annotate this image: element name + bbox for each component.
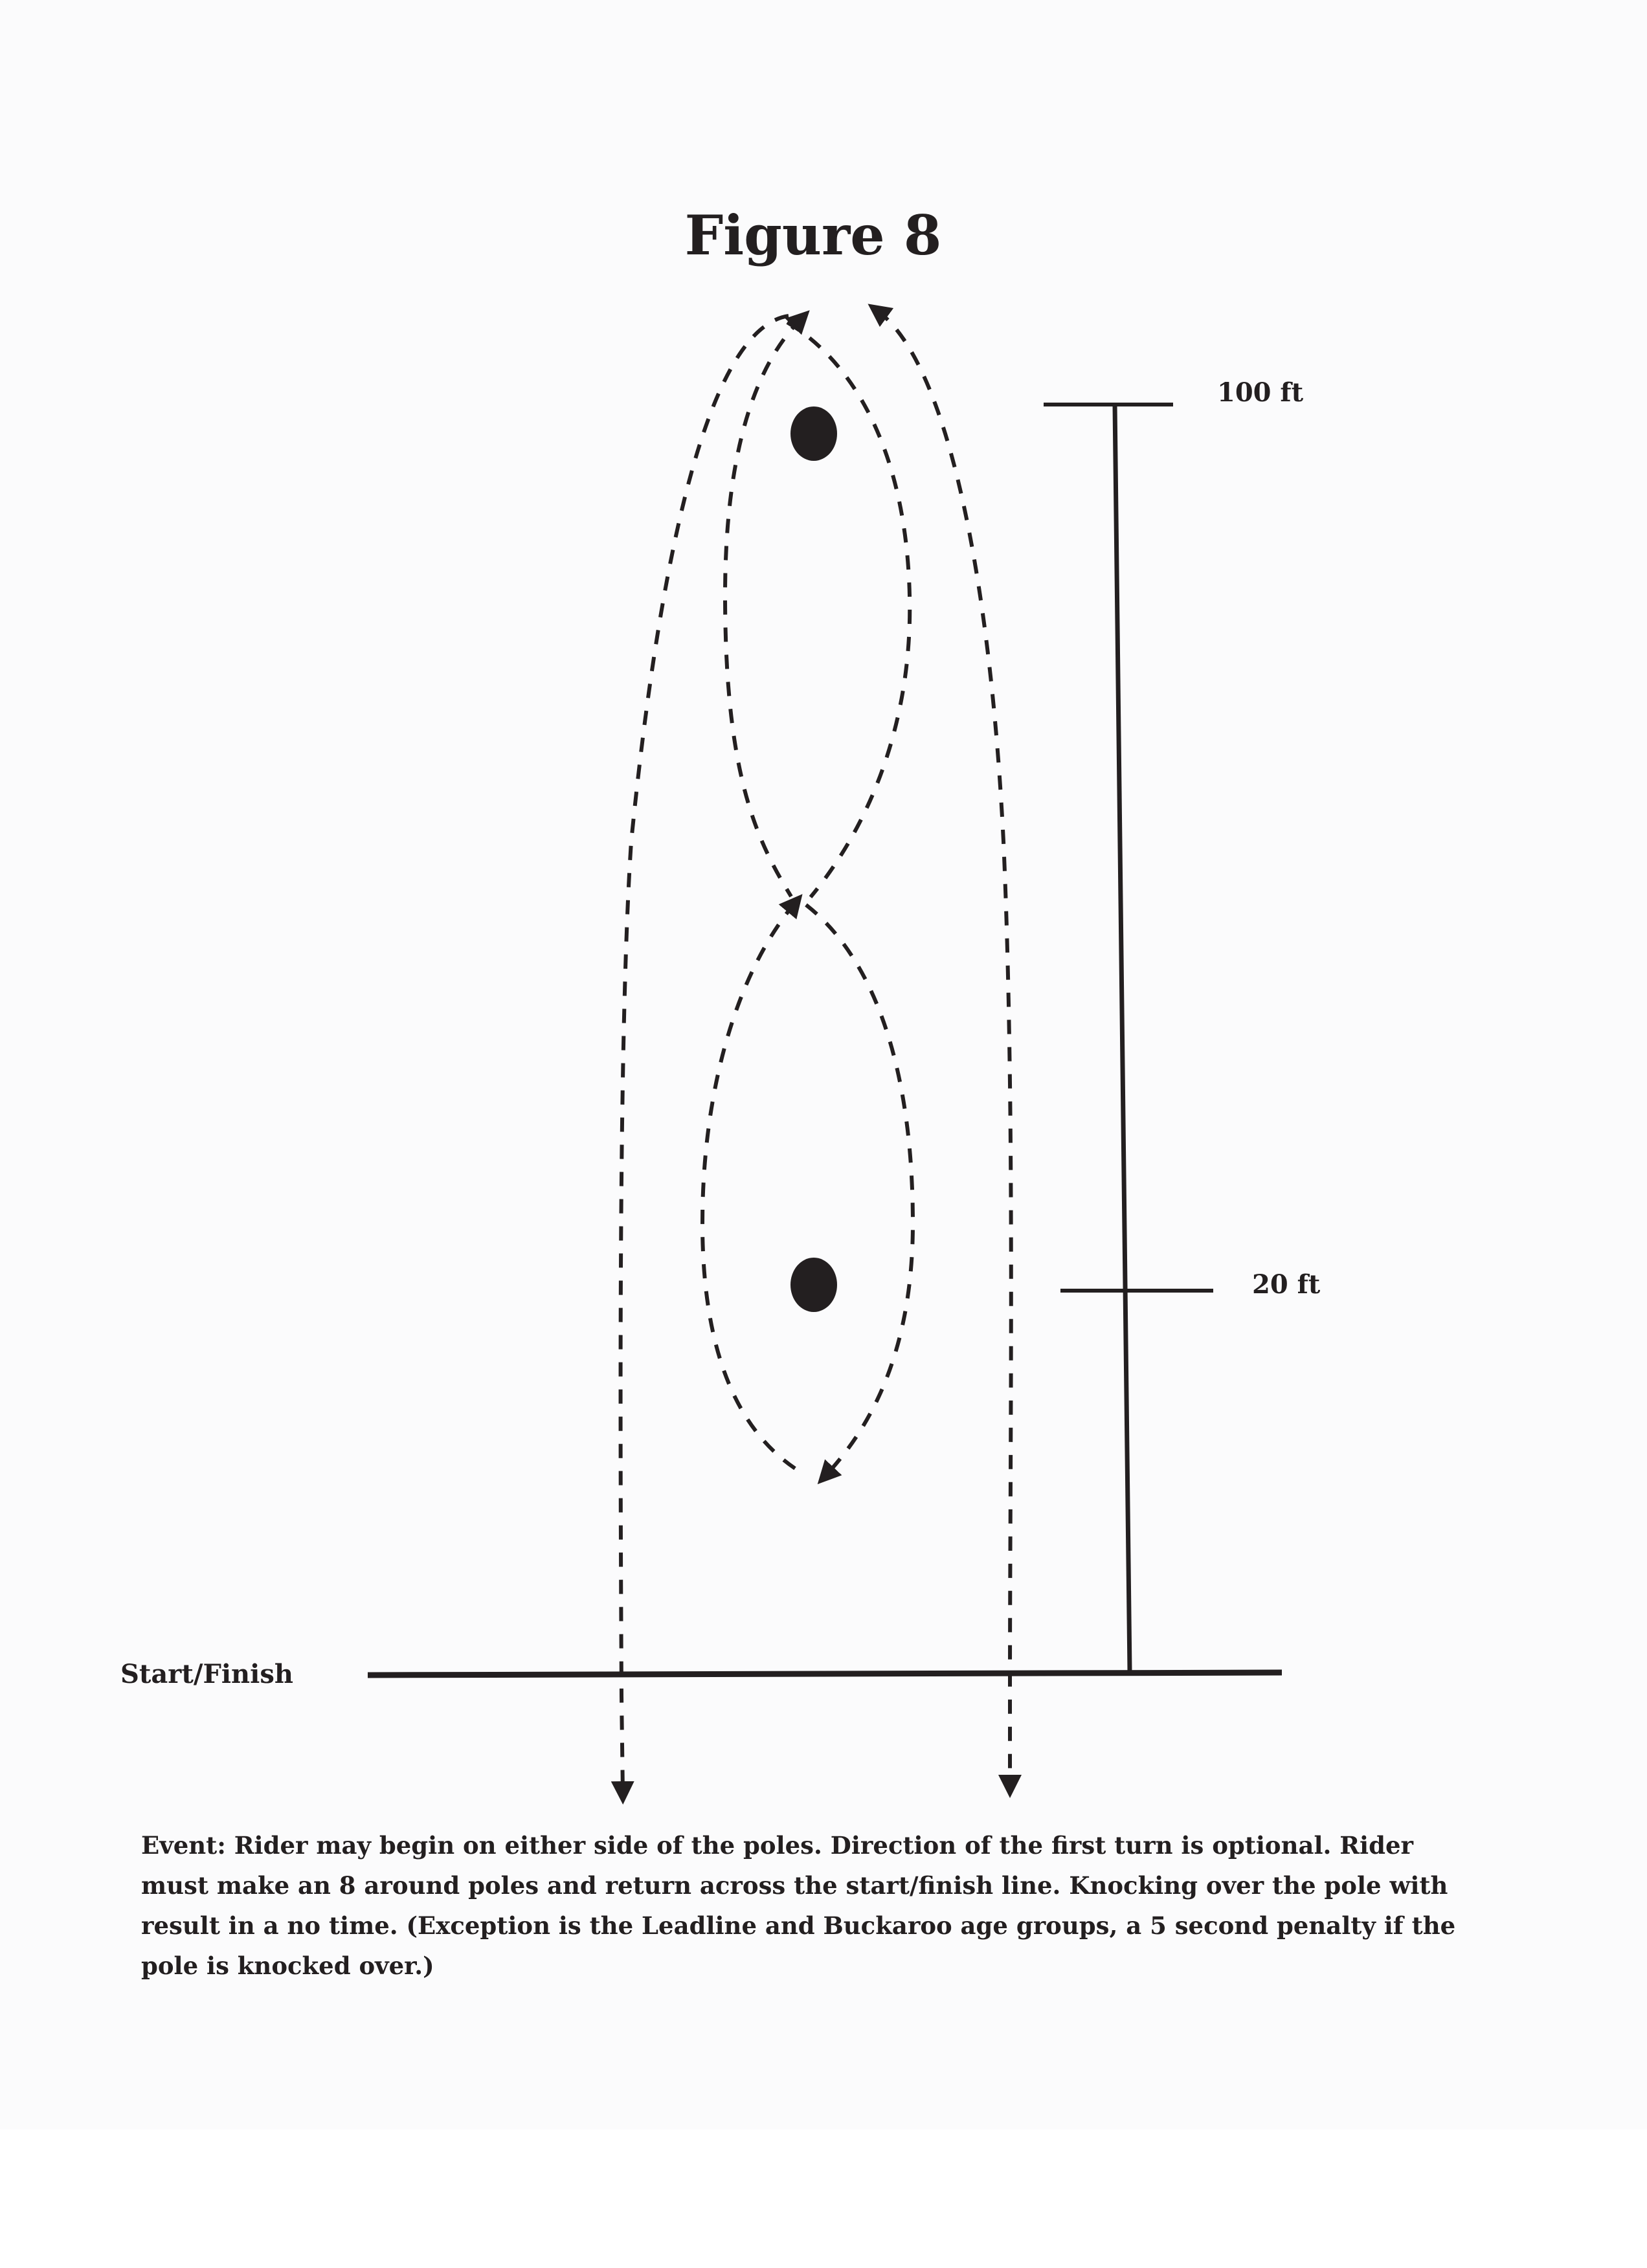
start-finish-line [368, 1673, 1282, 1675]
outer-path-right [877, 311, 1011, 1786]
top-distance-label: 100 ft [1217, 377, 1304, 408]
pole-distance-label: 20 ft [1252, 1269, 1321, 1300]
diagram-title: Figure 8 [684, 203, 942, 267]
measure-vertical-line [1115, 405, 1130, 1671]
start-finish-label: Start/Finish [120, 1659, 293, 1689]
lower-loop-path-left [702, 903, 796, 1469]
lower-loop-path-right [806, 905, 913, 1476]
outer-path-left [621, 316, 789, 1793]
event-description: Event: Rider may begin on either side of the poles. Direction of the first turn is optional. Rider must make an 8 around poles and return across the start/finish line. Knocking over the pole with result in a no time. (Exception is the Leadline and Buckaroo age groups, a 5 second penalty if the pole is knocked over.) [141, 1831, 1456, 1980]
first-pole [790, 406, 837, 461]
second-pole [790, 1258, 837, 1312]
upper-loop-path [725, 318, 801, 896]
